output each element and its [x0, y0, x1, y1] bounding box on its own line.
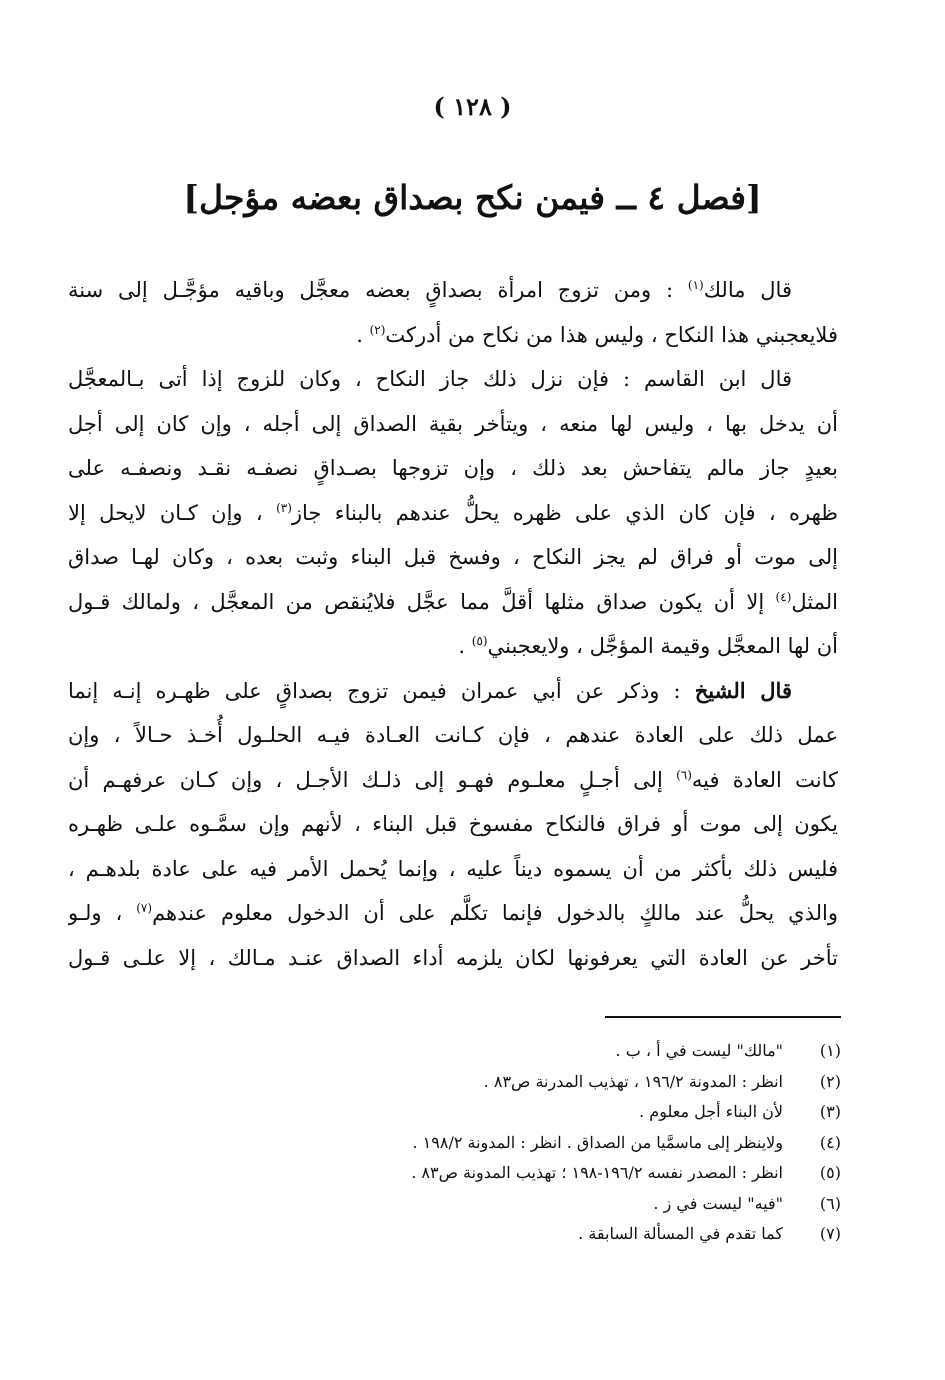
footnote — [101, 1128, 841, 1159]
text-line-16: تأخر عن العادة التي يعرفونها لكان يلزمه أداء الصداق عنـد مـالك ، إلا علـى قـول — [68, 945, 838, 970]
text-line-1: قال مالك$^{(١)}$ : ومن تزوج امرأة بصداقٍ بعضه معجَّل وباقيه مؤجَّـل إلى سنة — [68, 278, 792, 302]
footnote-text: كما تقدم في المسألة السابقة . — [578, 1224, 783, 1243]
footnote — [101, 1189, 841, 1220]
text-line-13: يكون إلى موت أو فراق فالنكاح مفسوخ قبل البناء ، لأنهم وإن سمَّـوه علـى ظهـره — [68, 812, 838, 836]
footnote-number: (٥) — [819, 1163, 841, 1182]
footnote-ref-2: (٢) — [369, 322, 386, 337]
footnote-number: (١) — [819, 1041, 841, 1060]
text-line-11: عمل ذلك على العادة عندهم ، فإن كـانت العـادة فيـه الحلـول أُخـذ حـالاً ، وإن — [68, 723, 838, 747]
footnote-divider — [605, 1016, 841, 1018]
footnote-text: انظر : المصدر نفسه ١٩٦/٢-١٩٨ ؛ تهذيب المدونة ص٨٣ . — [411, 1163, 783, 1182]
footnote-text: "مالك" ليست في أ ، ب . — [615, 1041, 783, 1060]
text-line-7: إلى موت أو فراق لم يجز النكاح ، وفسخ قبل البناء وثبت بعده ، وكان لهـا صداق — [68, 545, 838, 569]
text-line-15: والذي يحلُّ عند مالكٍ بالدخول فإنما تكلَّم على أن الدخول معلوم عندهم$^{(٧)}$ ، ولـو — [68, 901, 838, 925]
footnote — [101, 1158, 841, 1189]
footnote-ref-7: (٧) — [136, 901, 153, 915]
footnote-text: ولاينظر إلى ماسمَّيا من الصداق . انظر : المدونة ١٩٨/٢ . — [412, 1132, 783, 1152]
footnote-text: لأن البناء أجل معلوم . — [639, 1102, 783, 1121]
footnote-number: (٦) — [819, 1193, 841, 1213]
footnote-text: انظر : المدونة ١٩٦/٢ ، تهذيب المدرنة ص٨٣ . — [483, 1071, 783, 1091]
text-line-6: ظهره ، فإن كان الذي على ظهره يحلُّ عندهم بالبناء جاز$^{(٣)}$ ، وإن كـان لايحل إلا — [68, 500, 838, 525]
footnote-ref-5: (٥) — [471, 634, 488, 648]
text-line-4: أن يدخل بها ، وليس لها منعه ، ويتأخر بقية الصداق إلى أجله ، وإن كان إلى أجل — [68, 411, 838, 436]
footnote — [101, 1097, 841, 1128]
footnote-ref-4: (٤) — [775, 589, 792, 604]
footnote — [101, 1067, 841, 1098]
footnotes — [101, 1036, 841, 1250]
footnote-ref-6: (٦) — [676, 767, 692, 782]
footnote-number: (٣) — [819, 1102, 841, 1121]
text-line-10: قال الشيخ : وذكر عن أبي عمران فيمن تزوج بصداقٍ على ظهـره إنـه إنما — [68, 677, 792, 703]
text-line-12: كانت العادة فيه$^{(٦)}$ إلى أجـلٍ معلـوم فهـو إلى ذلـك الأجـل ، وإن كـان عرفهـم أن — [68, 767, 838, 792]
footnote-number: (٧) — [819, 1224, 841, 1243]
main-text — [68, 268, 838, 980]
speaker-label: قال الشيخ — [694, 677, 792, 703]
text-line-5: بعيدٍ جاز مالم يتفاحش بعد ذلك ، وإن تزوجها بصـداقٍ نصفـه نقـد ونصفـه على — [68, 456, 838, 480]
chapter-title: [فصل ٤ ــ فيمن نكح بصداق بعضه مؤجل] — [183, 178, 762, 217]
footnote-number: (٤) — [819, 1132, 841, 1152]
page-number: ( ١٢٨ ) — [433, 92, 512, 121]
text-line-14: فليس ذلك بأكثر من أن يسموه ديناً عليه ، وإنما يُحمل الأمر فيه على عادة بلدهـم ، — [68, 856, 838, 881]
text-line-2: فلايعجبني هذا النكاح ، وليس هذا من نكاح من أدركت$^{(٢)}$ . — [356, 322, 838, 347]
text-line-8: المثل$^{(٤)}$ إلا أن يكون صداق مثلها أقلَّ مما عجَّل فلايُنقص من المعجَّل ، ولمالك قـول — [68, 589, 838, 614]
footnote-text: "فيه" ليست في ز . — [653, 1193, 783, 1213]
footnote — [101, 1219, 841, 1250]
footnote-number: (٢) — [819, 1071, 841, 1091]
footnote-ref-3: (٣) — [276, 500, 292, 515]
footnote-ref-1: (١) — [687, 278, 704, 292]
footnote — [101, 1036, 841, 1067]
text-line-3: قال ابن القاسم : فإن نزل ذلك جاز النكاح ، وكان للزوج إذا أتى بـالمعجَّل — [68, 367, 793, 391]
text-line-9: أن لها المعجَّل وقيمة المؤجَّل ، ولايعجبني$^{(٥)}$ . — [458, 634, 838, 658]
